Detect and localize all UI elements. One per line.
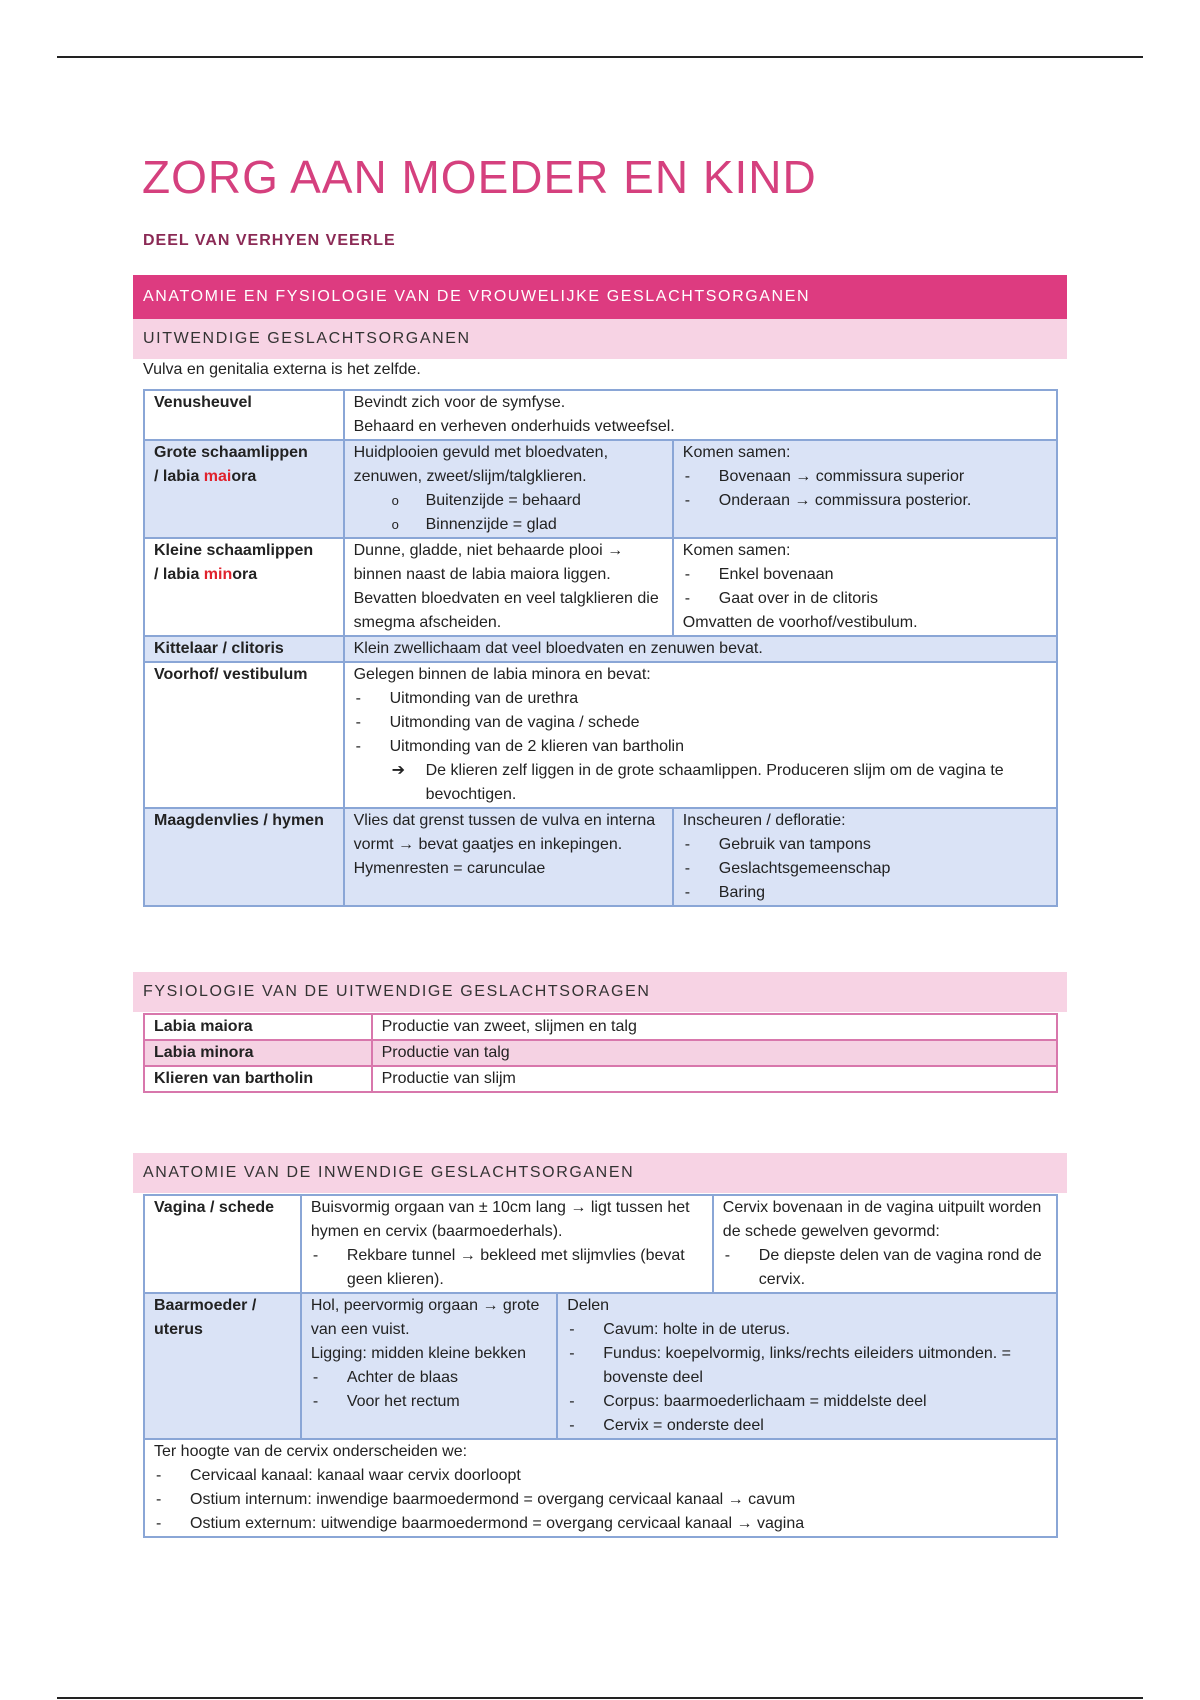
page-title: ZORG AAN MOEDER EN KIND <box>142 151 817 203</box>
label-part: / labia <box>154 468 204 485</box>
fysiologie-table <box>143 1013 1058 1093</box>
row-label-venusheuvel: Venusheuvel <box>144 390 344 440</box>
row-label-vagina: Vagina / schede <box>144 1195 301 1293</box>
cervix-info <box>144 1439 1057 1537</box>
list-item: - Cervicaal kanaal: kanaal waar cervix doorloopt <box>154 1464 1047 1488</box>
list-item: - Onderaan → commissura posterior. <box>683 489 1047 513</box>
list-item: - Uitmonding van de vagina / schede <box>354 711 1047 735</box>
row-label-maagdenvlies: Maagdenvlies / hymen <box>144 808 344 906</box>
list-item: - Achter de blaas <box>311 1366 547 1390</box>
label-part: ora <box>231 468 257 485</box>
table-row <box>144 1195 1057 1293</box>
venusheuvel-desc <box>344 390 1057 440</box>
kittelaar-desc: Klein zwellichaam dat veel bloedvaten en zenuwen bevat. <box>344 636 1057 662</box>
table-row <box>144 1014 1057 1040</box>
row-label-baarmoeder: Baarmoeder / uterus <box>144 1293 301 1439</box>
grote-desc <box>344 440 673 538</box>
list-item: - Bovenaan → commissura superior <box>683 465 1047 489</box>
label-part: / labia <box>154 566 204 583</box>
row-label: Klieren van bartholin <box>144 1066 372 1092</box>
text-line: Omvatten de voorhof/vestibulum. <box>682 614 918 631</box>
row-label-grote-schaamlippen <box>144 440 344 538</box>
kleine-komen-samen <box>673 538 1057 636</box>
maagdenvlies-inscheuren <box>673 808 1057 906</box>
bottom-rule <box>57 1697 1143 1699</box>
text-line: Cervix bovenaan in de vagina uitpuilt worden de schede gewelven gevormd: <box>722 1199 1042 1240</box>
vagina-desc <box>301 1195 713 1293</box>
table-row <box>144 1040 1057 1066</box>
vagina-right <box>713 1195 1057 1293</box>
text-line: Gelegen binnen de labia minora en bevat: <box>353 666 651 683</box>
row-value: Productie van talg <box>372 1040 1057 1066</box>
list-item: - Gebruik van tampons <box>683 833 1047 857</box>
list-item: - Geslachtsgemeenschap <box>683 857 1047 881</box>
text-line: Komen samen: <box>682 444 791 461</box>
fysiologie-heading: FYSIOLOGIE VAN DE UITWENDIGE GESLACHTSORAGEN <box>133 972 1067 1012</box>
list-item: - Enkel bovenaan <box>683 563 1047 587</box>
voorhof-desc <box>344 662 1057 808</box>
list-item: - Ostium externum: uitwendige baarmoedermond = overgang cervicaal kanaal → vagina <box>154 1512 1047 1536</box>
list-item: - Corpus: baarmoederlichaam = middelste deel <box>567 1390 1047 1414</box>
list-item: - De diepste delen van de vagina rond de cervix. <box>723 1244 1047 1292</box>
row-label-kittelaar: Kittelaar / clitoris <box>144 636 344 662</box>
uitwendig-heading: UITWENDIGE GESLACHTSORGANEN <box>133 319 1067 359</box>
list-item: - Ostium internum: inwendige baarmoedermond = overgang cervicaal kanaal → cavum <box>154 1488 1047 1512</box>
text-line: Behaard en verheven onderhuids vetweefsel. <box>353 418 675 435</box>
row-value: Productie van slijm <box>372 1066 1057 1092</box>
list-item: - Uitmonding van de urethra <box>354 687 1047 711</box>
table-row <box>144 1293 1057 1439</box>
kleine-desc: Dunne, gladde, niet behaarde plooi → binnen naast de labia maiora liggen. Bevatten bloedvaten en veel talgklieren die smegma afscheiden. <box>344 538 673 636</box>
list-item: - Gaat over in de clitoris <box>683 587 1047 611</box>
arrow-note: ➔ De klieren zelf liggen in de grote schaamlippen. Produceren slijm om de vagina te bevochtigen. <box>354 759 1047 807</box>
baarmoeder-desc <box>301 1293 557 1439</box>
label-highlight: mai <box>203 468 232 485</box>
table-row <box>144 636 1057 662</box>
list-item: - Cervix = onderste deel <box>567 1414 1047 1438</box>
uitwendig-table <box>143 389 1058 907</box>
table-row <box>144 538 1057 636</box>
list-item: o Binnenzijde = glad <box>354 513 668 537</box>
baarmoeder-delen <box>557 1293 1057 1439</box>
list-item: - Fundus: koepelvormig, links/rechts eileiders uitmonden. = bovenste deel <box>567 1342 1047 1390</box>
text-line: Hymenresten = carunculae <box>353 860 546 877</box>
table-row <box>144 1066 1057 1092</box>
text-line: Inscheuren / defloratie: <box>682 812 846 829</box>
list-item: - Cavum: holte in de uterus. <box>567 1318 1047 1342</box>
inwendig-table <box>143 1194 1058 1538</box>
text-line: Komen samen: <box>682 542 791 559</box>
row-label: Labia maiora <box>144 1014 372 1040</box>
label-part: ora <box>232 566 258 583</box>
table-row <box>144 808 1057 906</box>
maagdenvlies-desc <box>344 808 673 906</box>
list-item: - Voor het rectum <box>311 1390 547 1414</box>
text-line: Delen <box>567 1297 610 1314</box>
uitwendig-intro: Vulva en genitalia externa is het zelfde. <box>143 361 421 378</box>
text-line: Vlies dat grenst tussen de vulva en interna vormt → bevat gaatjes en inkepingen. <box>353 812 656 853</box>
label-highlight: min <box>203 566 233 583</box>
row-label: Labia minora <box>144 1040 372 1066</box>
page-subtitle: DEEL VAN VERHYEN VEERLE <box>143 232 396 249</box>
list-item: - Uitmonding van de 2 klieren van bartholin <box>354 735 1047 759</box>
label-line <box>154 465 334 489</box>
table-row <box>144 1439 1057 1537</box>
list-item: - Baring <box>683 881 1047 905</box>
text-line: Ligging: midden kleine bekken <box>310 1345 527 1362</box>
label-line <box>154 563 334 587</box>
text-line: Ter hoogte van de cervix onderscheiden we: <box>154 1443 468 1460</box>
row-value: Productie van zweet, slijmen en talg <box>372 1014 1057 1040</box>
text-line: Buisvormig orgaan van ± 10cm lang → ligt tussen het hymen en cervix (baarmoederhals). <box>310 1199 690 1240</box>
text-line: Bevindt zich voor de symfyse. <box>353 394 566 411</box>
row-label-kleine-schaamlippen <box>144 538 344 636</box>
top-rule <box>57 56 1143 58</box>
list-item: - Rekbare tunnel → bekleed met slijmvlies (bevat geen klieren). <box>311 1244 703 1292</box>
grote-komen-samen <box>673 440 1057 538</box>
list-item: o Buitenzijde = behaard <box>354 489 668 513</box>
text-line: Huidplooien gevuld met bloedvaten, zenuwen, zweet/slijm/talgklieren. <box>353 444 609 485</box>
text-line: Hol, peervormig orgaan → grote van een vuist. <box>310 1297 540 1338</box>
label-line: Grote schaamlippen <box>154 444 308 461</box>
table-row <box>144 662 1057 808</box>
row-label-voorhof: Voorhof/ vestibulum <box>144 662 344 808</box>
label-line: Kleine schaamlippen <box>154 542 314 559</box>
table-row <box>144 440 1057 538</box>
section-main-heading: ANATOMIE EN FYSIOLOGIE VAN DE VROUWELIJKE GESLACHTSORGANEN <box>133 275 1067 319</box>
table-row <box>144 390 1057 440</box>
inwendig-heading: ANATOMIE VAN DE INWENDIGE GESLACHTSORGANEN <box>133 1153 1067 1193</box>
